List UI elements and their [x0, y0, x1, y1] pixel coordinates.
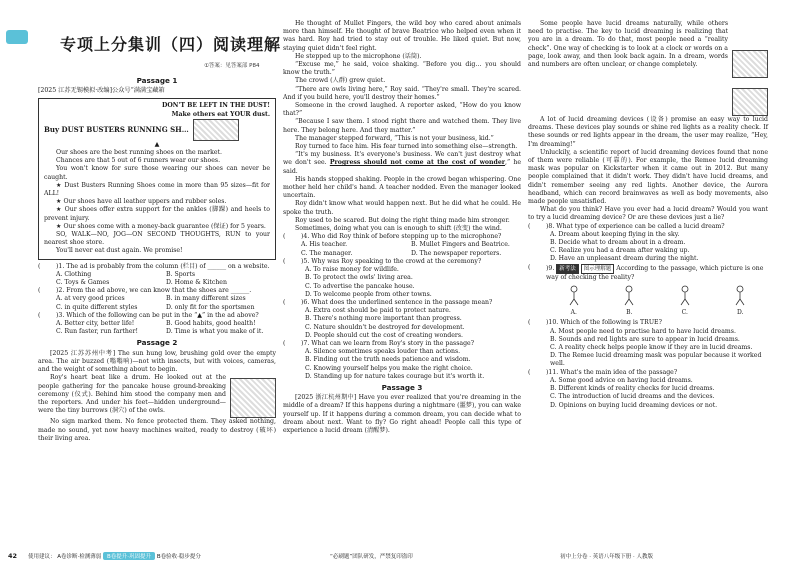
picture-option-c[interactable]: C.: [670, 284, 700, 317]
question-10[interactable]: ( )10. Which of the following is TRUE?: [528, 319, 662, 327]
option[interactable]: B. There's nothing more important than progress.: [305, 315, 462, 323]
question-7[interactable]: ( )7. What can we learn from Roy's story in the passage?: [283, 339, 475, 347]
option[interactable]: A. at very good prices: [56, 295, 125, 303]
question-3[interactable]: ( )3. Which of the following can be put in the “▲” in the ad above?: [38, 311, 259, 319]
question-4[interactable]: ( )4. Who did Roy think of before stepping up to the microphone?: [283, 233, 502, 241]
option[interactable]: C. in quite different styles: [56, 303, 138, 311]
question-3-options: [38, 320, 276, 336]
passage2-para: Roy used to be scared. But doing the right thing made him stronger.: [295, 216, 510, 224]
question-1[interactable]: ( )1. The ad is probably from the column (栏目) of ______ on a website.: [38, 262, 270, 270]
option[interactable]: C. Knowing yourself helps you make the right choice.: [305, 364, 473, 372]
person-icon: [563, 284, 585, 306]
question-2-options: [38, 295, 276, 311]
question-10-options: [528, 328, 768, 369]
ad-headline: DON'T BE LEFT IN THE DUST!: [162, 102, 270, 110]
option[interactable]: D. only fit for the sportsmen: [166, 303, 255, 311]
option[interactable]: C. Run faster, run farther!: [56, 328, 138, 336]
page-footer: [0, 548, 800, 562]
answer-reference: ①答案：见答案部 P84: [204, 63, 260, 69]
option[interactable]: B. Different kinds of reality checks for lucid dreams.: [550, 385, 715, 393]
ad-slogan: SO, WALK—NO, JOG—ON SECOND THOUGHTS, RUN to your nearest shoe store.: [44, 231, 270, 247]
passage2-para: Sometimes, doing what you can is enough to shift (改变) the wind.: [295, 225, 502, 233]
passage2-para: No sign marked them. No fence protected them. They asked nothing, made no sound, yet now heavy machines waited, ready to destroy (破坏) their living area.: [38, 418, 276, 442]
question-4-options: [283, 241, 521, 257]
option[interactable]: C. Toys & Games: [56, 279, 110, 287]
option[interactable]: C. To advertise the pancake house.: [305, 282, 415, 290]
question-8[interactable]: ( )8. What type of experience can be called a lucid dream?: [528, 222, 725, 230]
passage2-para: Roy didn't know what would happen next. But he did what he could. He spoke the truth.: [283, 200, 521, 216]
option[interactable]: B. Decide what to dream about in a dream.: [550, 239, 686, 247]
option[interactable]: A. Some good advice on having lucid dreams.: [550, 376, 693, 384]
ad-line: ★ Our shoes offer extra support for the ankles (脚踝) and heels to prevent injury.: [44, 206, 270, 222]
passage3-heading: Passage 3: [381, 382, 423, 392]
passage3-para: Some people have lucid dreams naturally, while others need to practise. The key to lucid dreaming is realizing that you are in a dream. To do that, most people need a “reality check”. One way of checking is to look at a clock or words on a page, look away, and then look back again. In a dream, words and numbers are often unclear, or change completely.: [528, 20, 728, 69]
option[interactable]: D. The Remee lucid dreaming mask was popular because it worked well.: [550, 352, 762, 368]
picture-option-b[interactable]: B.: [614, 284, 644, 317]
question-8-options: [528, 231, 768, 264]
ad-triangle-icon: ▲: [154, 140, 160, 148]
passage1-heading: Passage 1: [136, 76, 178, 85]
option[interactable]: A. His teacher.: [301, 241, 348, 249]
reading-person-image: [732, 88, 768, 116]
option[interactable]: C. The manager.: [301, 249, 353, 257]
column-2: [283, 20, 521, 434]
footer-chip: B卷提升·巩固提升: [103, 552, 155, 560]
ad-line: ★ Dust Busters Running Shoes come in more than 95 sizes—fit for ALL!: [44, 181, 270, 198]
underlined-sentence: Progress should not come at the cost of wonder: [329, 159, 506, 167]
passage2-para: “There are owls living here,” Roy said. “They're small. They're scared. And if you build here, you'll destroy their homes.”: [283, 85, 521, 101]
sleeping-person-image: [732, 50, 768, 78]
option[interactable]: B. Good habits, good health!: [166, 320, 256, 328]
question-5-options: [283, 266, 521, 299]
footer-chip: A卷诊断·检测薄弱: [57, 554, 102, 560]
option[interactable]: A. Clothing: [56, 270, 92, 278]
picture-option-d[interactable]: D.: [725, 284, 755, 317]
passage3-para: Unluckily, a scientific report of lucid dreaming devices found that none of them were reliable (可靠的). For example, the Remee lucid dreaming mask was popular on Kickstarter when it came out in 2012. But many people complained that it didn't work. They didn't have lucid dreams, and didn't remember seeing any red lights. Another device, the Aurora headband, which can record brainwaves as well as body movements, also made people unsatisfied.: [528, 148, 768, 206]
option[interactable]: C. A reality check helps people know if they are in lucid dreams.: [550, 344, 753, 352]
passage2-para: The manager stepped forward, “This is not your business, kid.”: [295, 134, 494, 142]
passage2-para: Roy turned to face him. His fear turned into something else—strength.: [295, 143, 518, 151]
question-11-options: [528, 377, 768, 410]
new-format-tag: 新考法: [556, 264, 579, 274]
passage3-para: What do you think? Have you ever had a lucid dream? Would you want to try a lucid dreaming device? Or are these devices just a lie?: [528, 206, 768, 222]
passage2-para: He stepped up to the microphone (话筒).: [295, 52, 422, 60]
footer-usage: 使用建议： A卷诊断·检测薄弱 B卷提升·巩固提升 B卷验收·稳步提分: [28, 554, 201, 560]
ad-buy-line: Buy DUST BUSTERS RUNNING SH…: [44, 124, 189, 134]
option[interactable]: A. Extra cost should be paid to protect nature.: [305, 307, 451, 315]
footer-copyright: “必刷题”团队研发，严禁复印盗印: [330, 554, 413, 560]
passage2-para: His hands stopped shaking. People in the crowd began whispering. One mother held her child's hand. A teacher nodded. Even the manager looked uncertain.: [283, 175, 521, 200]
ad-line: Our shoes are the best running shoes on the market.: [56, 149, 222, 157]
question-6[interactable]: ( )6. What does the underlined sentence in the passage mean?: [283, 298, 493, 306]
column-3: [528, 20, 768, 410]
footer-chip: B卷验收·稳步提分: [156, 554, 201, 560]
option[interactable]: B. Mullet Fingers and Beatrice.: [411, 241, 510, 249]
option[interactable]: D. Time is what you make of it.: [166, 328, 264, 336]
ad-line: Chances are that 5 out of 6 runners wear our shoes.: [56, 157, 221, 165]
question-6-options: [283, 307, 521, 340]
person-icon: [729, 284, 751, 306]
passage2-para: Someone in the crowd laughed. A reporter asked, “How do you know that?”: [283, 102, 521, 118]
option[interactable]: B. Sports: [166, 270, 196, 278]
passage3-para: A lot of lucid dreaming devices (设备) promise an easy way to lucid dreams. These devices play sounds or shine red lights as a reality check. If these sounds or red lights appear in the dream, the user may realize, “Hey, I'm dreaming!”: [528, 116, 768, 148]
option[interactable]: A. To raise money for wildlife.: [305, 266, 399, 274]
person-icon: [618, 284, 640, 306]
question-9[interactable]: ( )9. 新考法 图示理解题 According to the passage, which picture is one way of checking the reality?: [528, 263, 764, 281]
ad-line: ★ Our shoes come with a money-back guarantee (保证) for 5 years.: [56, 222, 266, 230]
passage2-para: “Because I saw them. I stood right there and watched them. They live here. They belong here. And they matter.”: [283, 118, 521, 134]
ad-end: You'll never eat dust again. We promise!: [56, 247, 183, 255]
passage2-para: [2025 江苏苏州中考] The sun hung low, brushing gold over the empty area. The air buzzed (嗡嗡响)—not with insects, but with voices, cameras, and the weight of something about to begin.: [38, 349, 276, 374]
option[interactable]: B. Finding out the truth needs patience and wisdom.: [305, 356, 471, 364]
option[interactable]: B. To protect the owls' living area.: [305, 274, 413, 282]
header-tab: [6, 30, 28, 44]
option[interactable]: C. Nature shouldn't be destroyed for development.: [305, 323, 465, 331]
ad-line: You won't know for sure those wearing our shoes can never be caught.: [44, 165, 270, 181]
passage3-intro: [2025 浙江杭州期中] Have you ever realized that you're dreaming in the middle of a dream? If this happens during a nightmare (噩梦), you can wake yourself up. If it happens during a common dream, you can decide what to dream about next. Want to fly? Go right ahead! People call this type of experience a lucid dream (清醒梦).: [283, 394, 521, 434]
passage2-para: He thought of Mullet Fingers, the wild boy who cared about animals more than himself. He thought of brave Beatrice who helped even when it was hard. Roy had tried to stay out of trouble. He liked quiet. But now, staying quiet didn't feel right.: [283, 20, 521, 52]
shoe-ad: [38, 98, 276, 259]
question-1-options: [38, 271, 276, 287]
ad-subheadline: Make others eat YOUR dust.: [171, 110, 270, 118]
passage2-heading: Passage 2: [136, 338, 178, 348]
column-1: [38, 28, 276, 443]
question-11[interactable]: ( )11. What's the main idea of the passage?: [528, 368, 678, 376]
option[interactable]: D. To welcome people from other towns.: [305, 290, 432, 298]
passage2-underlined-para: “It's my business. It's everyone's business. We can't just destroy what we don't see. Progress should not come at the cost of wonder,” he said.: [283, 151, 521, 175]
option[interactable]: C. The introduction of lucid dreams and the devices.: [550, 393, 715, 401]
passage2-para: The crowd (人群) grew quiet.: [295, 77, 386, 85]
option[interactable]: A. Dream about keeping flying in the sky.: [550, 230, 680, 238]
footer-book-title: 初中上分卷 · 英语八年级下册 · 人教版: [560, 554, 653, 560]
option[interactable]: D. Opinions on buying lucid dreaming devices or not.: [550, 401, 718, 409]
running-shoes-image: [193, 119, 239, 141]
question-9-pictures: [528, 284, 768, 317]
option[interactable]: A. Better city, better life!: [56, 320, 135, 328]
option[interactable]: B. Sounds and red lights are sure to appear in lucid dreams.: [550, 335, 740, 343]
ad-line: ★ Our shoes have all leather uppers and rubber soles.: [56, 198, 227, 206]
option[interactable]: C. Realize you had a dream after waking up.: [550, 247, 690, 255]
option[interactable]: D. Home & Kitchen: [166, 279, 227, 287]
question-2[interactable]: ( )2. From the ad above, we can know that the shoes are ______.: [38, 287, 252, 295]
question-7-options: [283, 348, 521, 381]
person-icon: [674, 284, 696, 306]
passage1-source: [2025 江苏无锡模拟·改编]公众号“满满宝藏箱: [38, 87, 165, 95]
page-title: 专项上分集训（四）阅读理解: [60, 35, 282, 54]
option[interactable]: D. Have an unpleasant dream during the night.: [550, 255, 699, 263]
diagram-question-tag: 图示理解题: [581, 264, 615, 274]
passage2-para: Roy's heart beat like a drum. He looked out at the people gathering for the pancake house ground-breaking ceremony (仪式). Behind him stood the company men and the reporters. And under his feet—hidden underground—were the tiny burrows (洞穴) of the owls.: [38, 374, 226, 415]
option[interactable]: D. The newspaper reporters.: [411, 249, 502, 257]
picture-option-a[interactable]: A.: [559, 284, 589, 317]
question-5[interactable]: ( )5. Why was Roy speaking to the crowd at the ceremony?: [283, 257, 482, 265]
option[interactable]: A. Silence sometimes speaks louder than actions.: [305, 348, 461, 356]
option[interactable]: D. Standing up for nature takes courage but it's worth it.: [305, 372, 485, 380]
option[interactable]: A. Most people need to practise hard to have lucid dreams.: [550, 327, 736, 335]
page-number: 42: [8, 552, 18, 560]
option[interactable]: D. People should cut the cost of creating wonders.: [305, 331, 463, 339]
owl-illustration: [230, 378, 276, 418]
option[interactable]: B. in many different sizes: [166, 295, 246, 303]
passage2-para: “Excuse me,” he said, voice shaking. “Before you dig… you should know the truth.”: [283, 61, 521, 77]
